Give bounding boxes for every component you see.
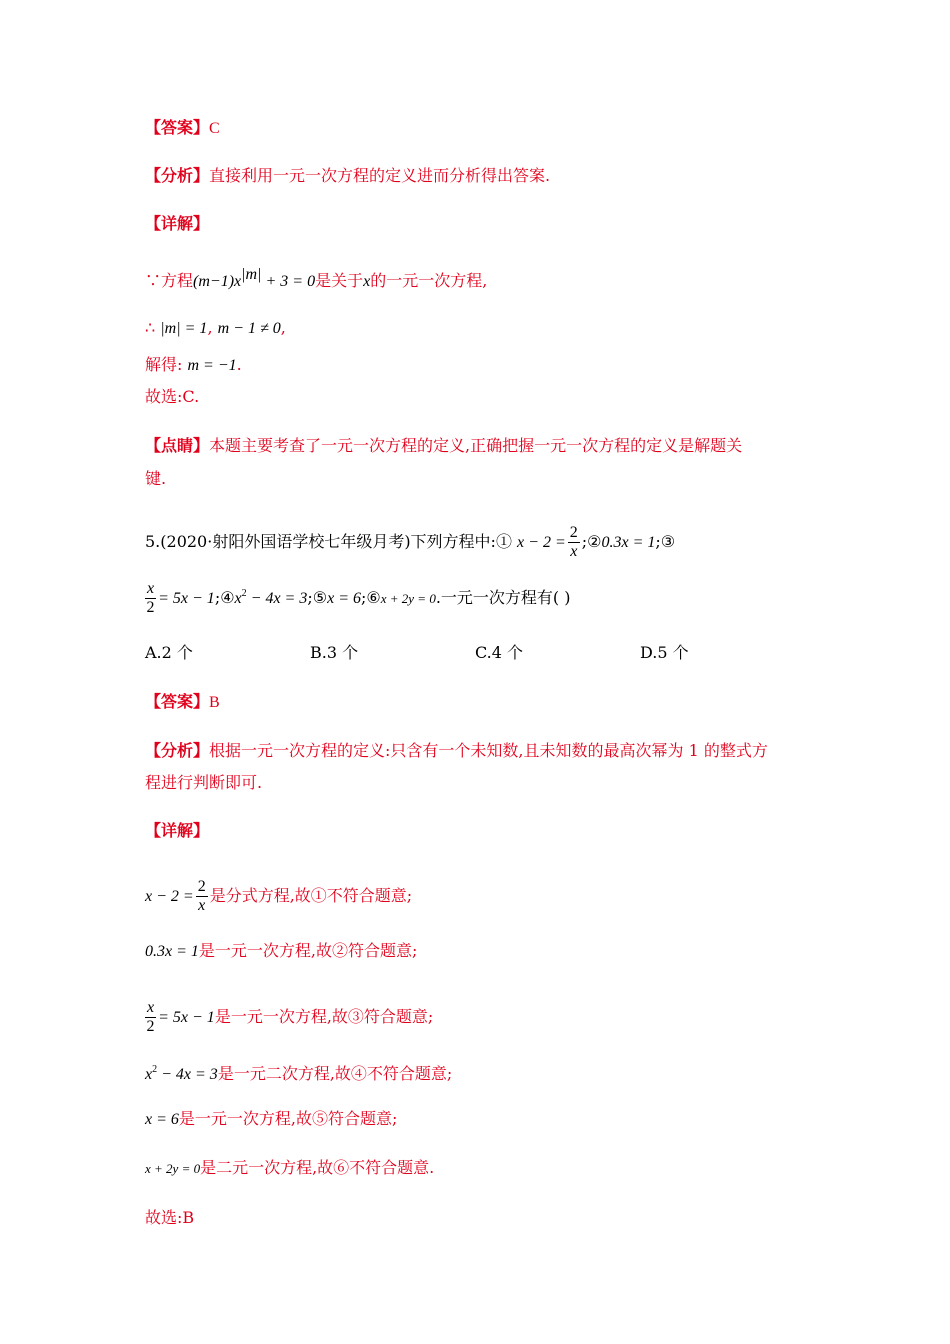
fraction-denominator: x bbox=[198, 897, 206, 914]
analysis-text: 直接利用一元一次方程的定义进而分析得出答案. bbox=[209, 166, 551, 185]
stem-text: ;④ bbox=[214, 588, 235, 607]
fraction-denominator: 2 bbox=[146, 1018, 155, 1035]
math-expr: 0.3x = 1 bbox=[145, 943, 199, 960]
detail-text: 是分式方程,故①不符合题意; bbox=[209, 886, 413, 905]
option-b: B.3 个 bbox=[310, 643, 359, 662]
q5-detail-5 bbox=[145, 1108, 397, 1131]
q4-comment-line2: 键. bbox=[145, 469, 167, 488]
stem-text: ;⑤ bbox=[307, 588, 328, 607]
line-text: 的一元一次方程, bbox=[370, 271, 488, 290]
math-sup: |m| bbox=[241, 266, 262, 283]
option-c: C.4 个 bbox=[475, 643, 524, 662]
math-expr: x − 2 = bbox=[517, 534, 566, 551]
math-expr: x = 6 bbox=[145, 1111, 179, 1128]
analysis-text: 根据一元一次方程的定义:只含有一个未知数,且未知数的最高次幂为 1 的整式方 bbox=[209, 741, 768, 760]
math-expr: x = 6 bbox=[327, 590, 361, 607]
solve-label: 解得: bbox=[145, 355, 183, 374]
analysis-tag: 【分析】 bbox=[145, 166, 210, 185]
q4-detail-line1 bbox=[145, 264, 487, 293]
math-expr: − 4x = 3 bbox=[246, 590, 308, 607]
fraction bbox=[145, 999, 156, 1036]
stem-text: 5.(2020·射阳外国语学校七年级月考)下列方程中:① bbox=[145, 532, 512, 551]
separator: , bbox=[207, 318, 213, 337]
math-expr: x − 2 = bbox=[145, 888, 194, 905]
option-a: A.2 个 bbox=[145, 643, 193, 662]
comment-tag: 【点睛】 bbox=[145, 436, 210, 455]
fraction-numerator: 2 bbox=[569, 524, 578, 541]
stem-text: ;③ bbox=[655, 532, 676, 551]
math-expr: m = −1 bbox=[187, 357, 237, 374]
q5-stem-line2 bbox=[145, 580, 571, 617]
math-expr: 0.3x = 1 bbox=[601, 534, 656, 551]
math-expr: x bbox=[145, 1066, 153, 1083]
math-expr: = 5x − 1 bbox=[158, 590, 215, 607]
math-expr: |m| = 1 bbox=[160, 320, 208, 337]
math-expr: + 3 = 0 bbox=[261, 273, 316, 290]
math-expr: (m−1)x bbox=[193, 273, 242, 290]
q5-detail-4 bbox=[145, 1059, 452, 1086]
fraction-numerator: 2 bbox=[197, 878, 206, 895]
q4-solve bbox=[145, 354, 242, 377]
q5-detail-2 bbox=[145, 940, 417, 963]
math-expr: x bbox=[234, 590, 242, 607]
detail-text: 是一元一次方程,故⑤符合题意; bbox=[178, 1109, 398, 1128]
q5-analysis-line2: 程进行判断即可. bbox=[145, 773, 263, 792]
because-symbol: ∵ bbox=[145, 271, 162, 290]
math-sup: 2 bbox=[152, 1064, 158, 1075]
q5-detail-1 bbox=[145, 878, 412, 915]
fraction bbox=[145, 580, 156, 617]
separator: . bbox=[236, 355, 242, 374]
option-d: D.5 个 bbox=[640, 643, 689, 662]
q5-detail-3 bbox=[145, 999, 433, 1036]
q4-answer bbox=[145, 117, 220, 140]
q4-analysis bbox=[145, 165, 550, 187]
q4-detail-line2 bbox=[145, 317, 286, 340]
line-text: 方程 bbox=[161, 271, 194, 290]
math-expr: m − 1 ≠ 0 bbox=[217, 320, 281, 337]
fraction-denominator: x bbox=[570, 543, 578, 560]
math-var: x bbox=[363, 273, 371, 290]
analysis-tag: 【分析】 bbox=[145, 741, 210, 760]
math-expr: x + 2y = 0 bbox=[380, 591, 436, 606]
q5-analysis-line1 bbox=[145, 740, 768, 762]
q4-choose: 故选:C. bbox=[145, 387, 200, 406]
q5-detail-6 bbox=[145, 1157, 434, 1180]
detail-text: 是一元二次方程,故④不符合题意; bbox=[217, 1064, 453, 1083]
detail-text: 是一元一次方程,故③符合题意; bbox=[214, 1007, 434, 1026]
answer-tag: 【答案】 bbox=[145, 118, 210, 137]
comment-text: 本题主要考查了一元一次方程的定义,正确把握一元一次方程的定义是解题关 bbox=[209, 436, 743, 455]
detail-text: 是一元一次方程,故②符合题意; bbox=[198, 941, 418, 960]
stem-text: ;⑥ bbox=[361, 588, 381, 607]
fraction bbox=[196, 878, 208, 915]
q5-stem-line1 bbox=[145, 524, 675, 561]
answer-value: C bbox=[209, 120, 220, 137]
therefore-symbol: ∴ bbox=[145, 318, 156, 337]
detail-text: 是二元一次方程,故⑥不符合题意. bbox=[200, 1158, 435, 1177]
fraction-numerator: x bbox=[147, 580, 155, 597]
line-text: 是关于 bbox=[315, 271, 364, 290]
fraction-denominator: 2 bbox=[146, 599, 155, 616]
fraction bbox=[568, 524, 580, 561]
fraction-numerator: x bbox=[147, 999, 155, 1016]
q5-answer bbox=[145, 691, 220, 714]
stem-text: .一元一次方程有( ) bbox=[435, 588, 571, 607]
separator: , bbox=[280, 318, 286, 337]
q4-comment-line1 bbox=[145, 435, 742, 457]
q5-choose: 故选:B bbox=[145, 1208, 195, 1227]
stem-text: ;② bbox=[581, 532, 602, 551]
math-expr: x + 2y = 0 bbox=[145, 1161, 201, 1176]
math-sup: 2 bbox=[241, 588, 247, 599]
math-expr: − 4x = 3 bbox=[157, 1066, 218, 1083]
math-expr: = 5x − 1 bbox=[158, 1009, 215, 1026]
q5-detail-tag: 【详解】 bbox=[145, 821, 210, 840]
answer-tag: 【答案】 bbox=[145, 692, 210, 711]
q4-detail-tag: 【详解】 bbox=[145, 214, 210, 233]
answer-value: B bbox=[209, 694, 220, 711]
